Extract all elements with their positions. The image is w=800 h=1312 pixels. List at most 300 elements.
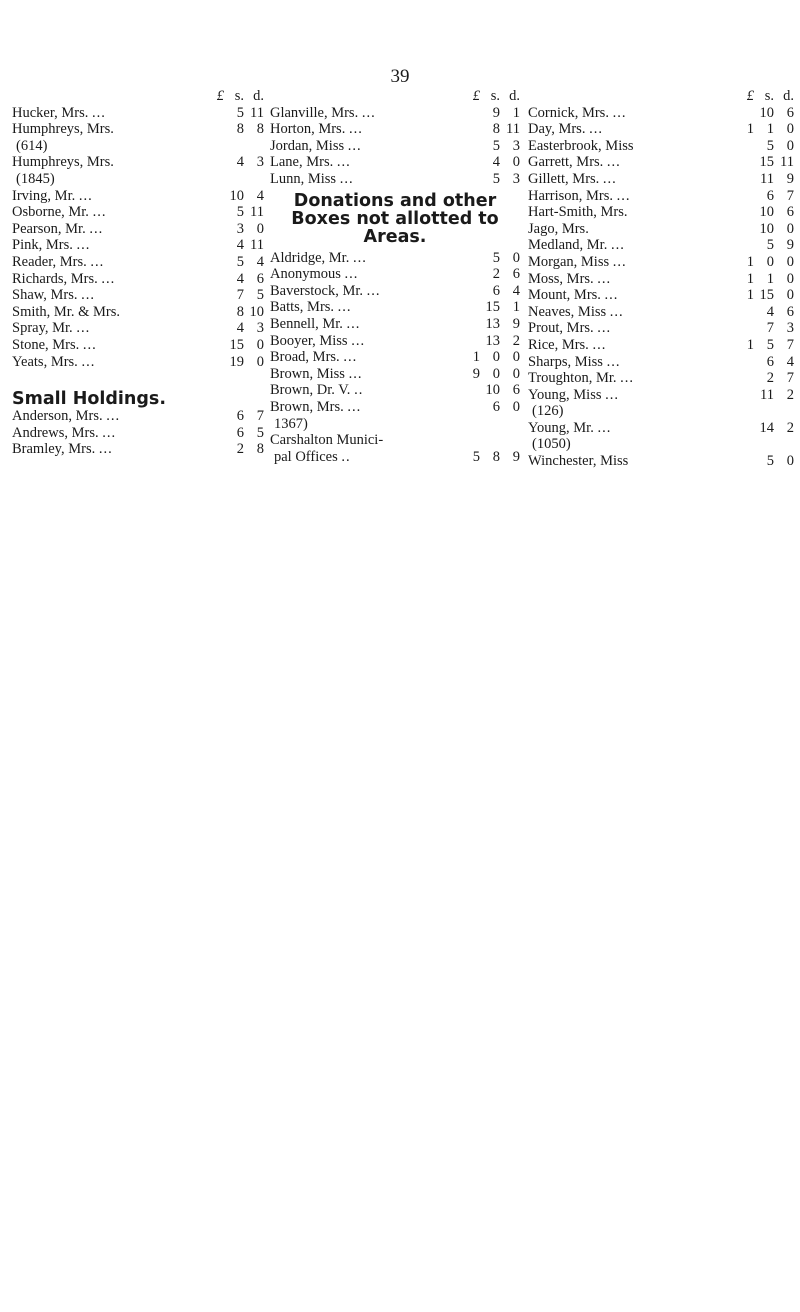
page-number: 39 [390,66,410,87]
entry-name [270,382,458,399]
shillings-value: 5 [766,336,774,353]
shillings-value: 10 [485,382,500,399]
leader-dots: ... [612,253,627,270]
pounds-value [202,204,224,221]
leader-dots: ... [604,287,619,304]
pence-value: 4 [786,353,794,370]
shillings-value: 4 [766,303,774,320]
pence-value: 6 [786,104,794,121]
entry-name-text: Hucker, Mrs. [12,104,89,121]
entry-name [528,403,732,420]
pounds-value [732,387,754,404]
leader-dots: .. [341,448,351,465]
entry-name [12,221,202,238]
entry-name [12,105,202,122]
shillings-header: s. [764,88,774,104]
list-item [12,138,264,155]
entry-name-text: Rice, Mrs. [528,336,589,353]
shillings-value: 5 [492,137,500,154]
entry-name [270,283,458,300]
shillings-value: 14 [759,419,774,436]
entry-amount [458,154,520,171]
entry-amount [458,283,520,300]
pence-value: 0 [512,349,520,366]
entry-name [528,121,732,138]
shillings-value: 4 [236,237,244,254]
entry-name [528,287,732,304]
entry-amount [458,349,520,366]
shillings-value: 2 [492,266,500,283]
pounds-value: 5 [472,448,480,465]
column-1-entries [12,105,264,371]
entry-name-text: Reader, Mrs. [12,253,87,270]
pence-value: 0 [786,253,794,270]
shillings-header: s. [234,88,244,104]
leader-dots: ... [101,270,116,287]
entry-name [12,271,202,288]
shillings-value: 6 [766,187,774,204]
leader-dots: ... [348,121,363,138]
entry-name [270,266,458,283]
shillings-value: 15 [759,154,774,171]
leader-dots: ... [76,237,91,254]
shillings-value: 8 [236,121,244,138]
pence-value: 11 [250,104,264,121]
pence-value: 3 [256,320,264,337]
leader-dots: ... [106,408,121,425]
entry-name [528,154,732,171]
entry-name [270,316,458,333]
shillings-value: 5 [766,453,774,470]
entry-name [12,287,202,304]
entry-name-text: Stone, Mrs. [12,336,80,353]
list-item [528,403,794,420]
pounds-value [202,188,224,205]
column-1 [12,88,264,458]
shillings-value: 3 [236,220,244,237]
pence-value: 0 [786,453,794,470]
entry-name [528,171,732,188]
list-item [270,333,520,350]
shillings-value: 8 [492,121,500,138]
pounds-value [202,304,224,321]
pounds-value: 1 [746,287,754,304]
pounds-value [458,250,480,267]
pounds-value: 9 [472,365,480,382]
pence-value: 8 [256,441,264,458]
shillings-value: 10 [759,204,774,221]
entry-name-text: Pearson, Mr. [12,220,86,237]
leader-dots: ... [91,104,106,121]
entry-name [12,204,202,221]
pounds-value: 1 [746,336,754,353]
list-item [270,250,520,267]
pence-value: 0 [256,336,264,353]
pence-value: 9 [786,237,794,254]
entry-amount [202,154,264,171]
column-1-currency-header [12,88,264,105]
entry-amount [732,121,794,138]
pounds-value [202,154,224,171]
shillings-value: 4 [236,154,244,171]
pence-header: d. [509,88,520,104]
entry-name-text: Batts, Mrs. [270,299,335,316]
entry-name-text: Baverstock, Mr. [270,282,364,299]
pence-value: 9 [786,170,794,187]
pounds-value [732,188,754,205]
entry-name [528,387,732,404]
entry-name [270,299,458,316]
entry-amount [732,420,794,437]
pounds-value [202,320,224,337]
pounds-value [732,138,754,155]
entry-name [270,171,458,188]
leader-dots: ... [347,398,362,415]
pounds-value [458,382,480,399]
entry-name-text: Booyer, Miss [270,332,348,349]
pence-value: 0 [256,353,264,370]
shillings-value: 5 [236,104,244,121]
shillings-header: s. [490,88,500,104]
entry-name [270,399,458,416]
entry-amount [732,254,794,271]
list-item [528,221,794,238]
pence-value: 6 [512,382,520,399]
entry-name [528,436,732,453]
entry-amount [458,105,520,122]
list-item [12,271,264,288]
pounds-value: 1 [746,121,754,138]
shillings-value: 11 [760,386,774,403]
list-item [270,266,520,283]
entry-name [12,171,202,188]
list-item [12,304,264,321]
list-item [270,416,520,433]
entry-amount [202,254,264,271]
pounds-value [732,221,754,238]
entry-name [528,453,732,470]
shillings-value: 4 [236,270,244,287]
entry-name [270,250,458,267]
entry-amount [202,105,264,122]
entry-name-text: Shaw, Mrs. [12,287,78,304]
entry-name-text: Day, Mrs. [528,121,586,138]
entry-amount [202,408,264,425]
entry-name-text: Brown, Miss [270,365,345,382]
entry-name-text: (1845) [16,170,55,187]
entry-name [528,237,732,254]
entry-amount [202,320,264,337]
entry-amount [458,382,520,399]
entry-amount [202,237,264,254]
list-item [12,254,264,271]
list-item [12,105,264,122]
shillings-value: 6 [492,282,500,299]
list-item [12,237,264,254]
leader-dots: ... [351,332,366,349]
pounds-value [202,237,224,254]
pence-value: 6 [256,270,264,287]
pounds-value: 1 [746,270,754,287]
pounds-value [458,283,480,300]
shillings-value: 7 [766,320,774,337]
entry-name-text: Hart-Smith, Mrs. [528,204,628,221]
leader-dots: ... [606,353,621,370]
shillings-value: 15 [229,336,244,353]
entry-name-text: Cornick, Mrs. [528,104,609,121]
list-item [528,154,794,171]
shillings-value: 0 [492,349,500,366]
pounds-value [732,354,754,371]
leader-dots: ... [76,320,91,337]
entry-amount [732,171,794,188]
pounds-value [732,204,754,221]
shillings-value: 0 [766,253,774,270]
pence-value: 1 [512,299,520,316]
entry-name-text: Lane, Mrs. [270,154,334,171]
leader-dots: ... [605,386,619,403]
entry-name-text: Lunn, Miss [270,170,337,187]
entry-amount [202,204,264,221]
entry-name-text: Richards, Mrs. [12,270,98,287]
entry-name-text: Prout, Mrs. [528,320,594,337]
pounds-value [458,266,480,283]
leader-dots: ... [612,104,627,121]
entry-name [270,349,458,366]
shillings-value: 1 [766,270,774,287]
entry-name-text: Harrison, Mrs. [528,187,613,204]
entry-name-text: Anonymous [270,266,341,283]
pence-value: 6 [512,266,520,283]
entry-name [12,188,202,205]
entry-amount [732,188,794,205]
entry-name [12,138,202,155]
shillings-value: 7 [236,287,244,304]
list-item [528,370,794,387]
entry-name [12,254,202,271]
entry-name [12,121,202,138]
entry-amount [202,337,264,354]
list-item [12,171,264,188]
list-item [528,320,794,337]
leader-dots: ... [89,220,104,237]
entry-amount [458,399,520,416]
entry-amount [202,304,264,321]
entry-name [12,304,202,321]
pence-value: 7 [786,336,794,353]
pounds-header: £ [746,88,754,104]
pence-header: d. [783,88,794,104]
shillings-value: 19 [229,353,244,370]
leader-dots: ... [343,349,358,366]
shillings-value: 6 [766,353,774,370]
list-item [270,399,520,416]
list-item [270,171,520,188]
entry-amount [732,354,794,371]
donations-heading-line-3: Areas. [363,226,427,247]
pounds-value: 1 [472,349,480,366]
list-item [12,188,264,205]
entry-name-text: Aldridge, Mr. [270,249,350,266]
pounds-header: £ [216,88,224,104]
shillings-value: 8 [236,303,244,320]
entry-name-text: Broad, Mrs. [270,349,340,366]
leader-dots: ... [336,154,351,171]
entry-name-text: Carshalton Munici- [270,432,384,449]
list-item [270,154,520,171]
entry-amount [202,221,264,238]
entry-name [270,333,458,350]
shillings-value: 0 [492,365,500,382]
pence-value: 0 [786,270,794,287]
entry-name [528,304,732,321]
list-item [270,432,520,449]
entry-name-text: Glanville, Mrs. [270,104,359,121]
list-item [528,436,794,453]
entry-name-text: Neaves, Miss [528,303,607,320]
entry-name [12,408,202,425]
shillings-value: 6 [492,398,500,415]
entry-name [528,204,732,221]
shillings-value: 2 [236,441,244,458]
shillings-value: 15 [759,287,774,304]
entry-amount [458,266,520,283]
entry-name-text: Yeats, Mrs. [12,353,78,370]
shillings-value: 5 [766,237,774,254]
entry-name-text: Young, Mr. [528,419,594,436]
shillings-value: 5 [236,253,244,270]
pence-value: 2 [786,386,794,403]
entry-name-text: 1367) [274,415,308,432]
list-item [12,441,264,458]
leader-dots: ... [361,104,376,121]
entry-amount [202,354,264,371]
donations-heading-line-1: Donations and other [293,190,497,211]
pounds-value [202,287,224,304]
small-holdings-entries [12,408,264,458]
entry-name [528,221,732,238]
leader-dots: ... [616,187,631,204]
list-item [12,425,264,442]
pence-value: 0 [512,365,520,382]
entry-amount [202,441,264,458]
entry-name [528,188,732,205]
pence-header: d. [253,88,264,104]
pence-value: 7 [786,187,794,204]
entry-name-text: Brown, Mrs. [270,398,344,415]
pounds-value [202,441,224,458]
pounds-value [732,237,754,254]
entry-name-text: Morgan, Miss [528,253,610,270]
shillings-value: 5 [492,249,500,266]
shillings-value: 10 [229,187,244,204]
leader-dots: ... [602,170,617,187]
leader-dots: ... [620,370,635,387]
entry-amount [458,138,520,155]
entry-amount [732,221,794,238]
pence-value: 4 [512,282,520,299]
entry-name-text: Smith, Mr. & Mrs. [12,303,120,320]
list-item [270,449,520,466]
entry-name-text: Spray, Mr. [12,320,73,337]
pence-value: 3 [786,320,794,337]
entry-name [528,420,732,437]
entry-name [270,416,458,433]
entry-name [270,432,458,449]
list-item [528,287,794,304]
shillings-value: 10 [759,104,774,121]
list-item [528,387,794,404]
list-item [528,337,794,354]
entry-amount [732,370,794,387]
pounds-value [732,370,754,387]
entry-amount [202,287,264,304]
pence-value: 11 [250,237,264,254]
entry-amount [732,453,794,470]
pounds-value [202,105,224,122]
leader-dots: ... [90,253,105,270]
shillings-value: 13 [485,332,500,349]
list-item [12,408,264,425]
entry-name [12,337,202,354]
pence-value: 0 [786,137,794,154]
entry-name [12,237,202,254]
list-item [12,121,264,138]
pounds-header: £ [472,88,480,104]
list-item [270,138,520,155]
entry-name-text: Mount, Mrs. [528,287,601,304]
list-item [270,316,520,333]
leader-dots: ... [344,266,359,283]
pence-value: 10 [249,303,264,320]
pence-value: 5 [256,424,264,441]
shillings-value: 11 [760,170,774,187]
pence-value: 3 [256,154,264,171]
leader-dots: ... [597,320,612,337]
pence-value: 7 [786,370,794,387]
entry-name [270,449,458,466]
shillings-value: 1 [766,121,774,138]
pence-value: 0 [512,249,520,266]
entry-name [12,354,202,371]
entry-amount [458,171,520,188]
entry-name [528,105,732,122]
list-item [12,154,264,171]
pence-value: 4 [256,187,264,204]
leader-dots: ... [609,303,624,320]
list-item [12,337,264,354]
list-item [528,271,794,288]
pounds-value [202,254,224,271]
pence-value: 8 [256,121,264,138]
entry-name-text: Osborne, Mr. [12,204,89,221]
column-2-entries [270,105,520,188]
entry-name-text: Irving, Mr. [12,187,76,204]
donations-entries [270,250,520,466]
pence-value: 2 [786,419,794,436]
pence-value: 0 [786,220,794,237]
pounds-value [202,354,224,371]
pounds-value [732,171,754,188]
entry-name [528,337,732,354]
pounds-value [458,154,480,171]
column-2 [270,88,520,465]
list-item [12,320,264,337]
list-item [528,138,794,155]
pounds-value [458,399,480,416]
pounds-value [732,420,754,437]
entry-name-text: Young, Miss [528,386,602,403]
